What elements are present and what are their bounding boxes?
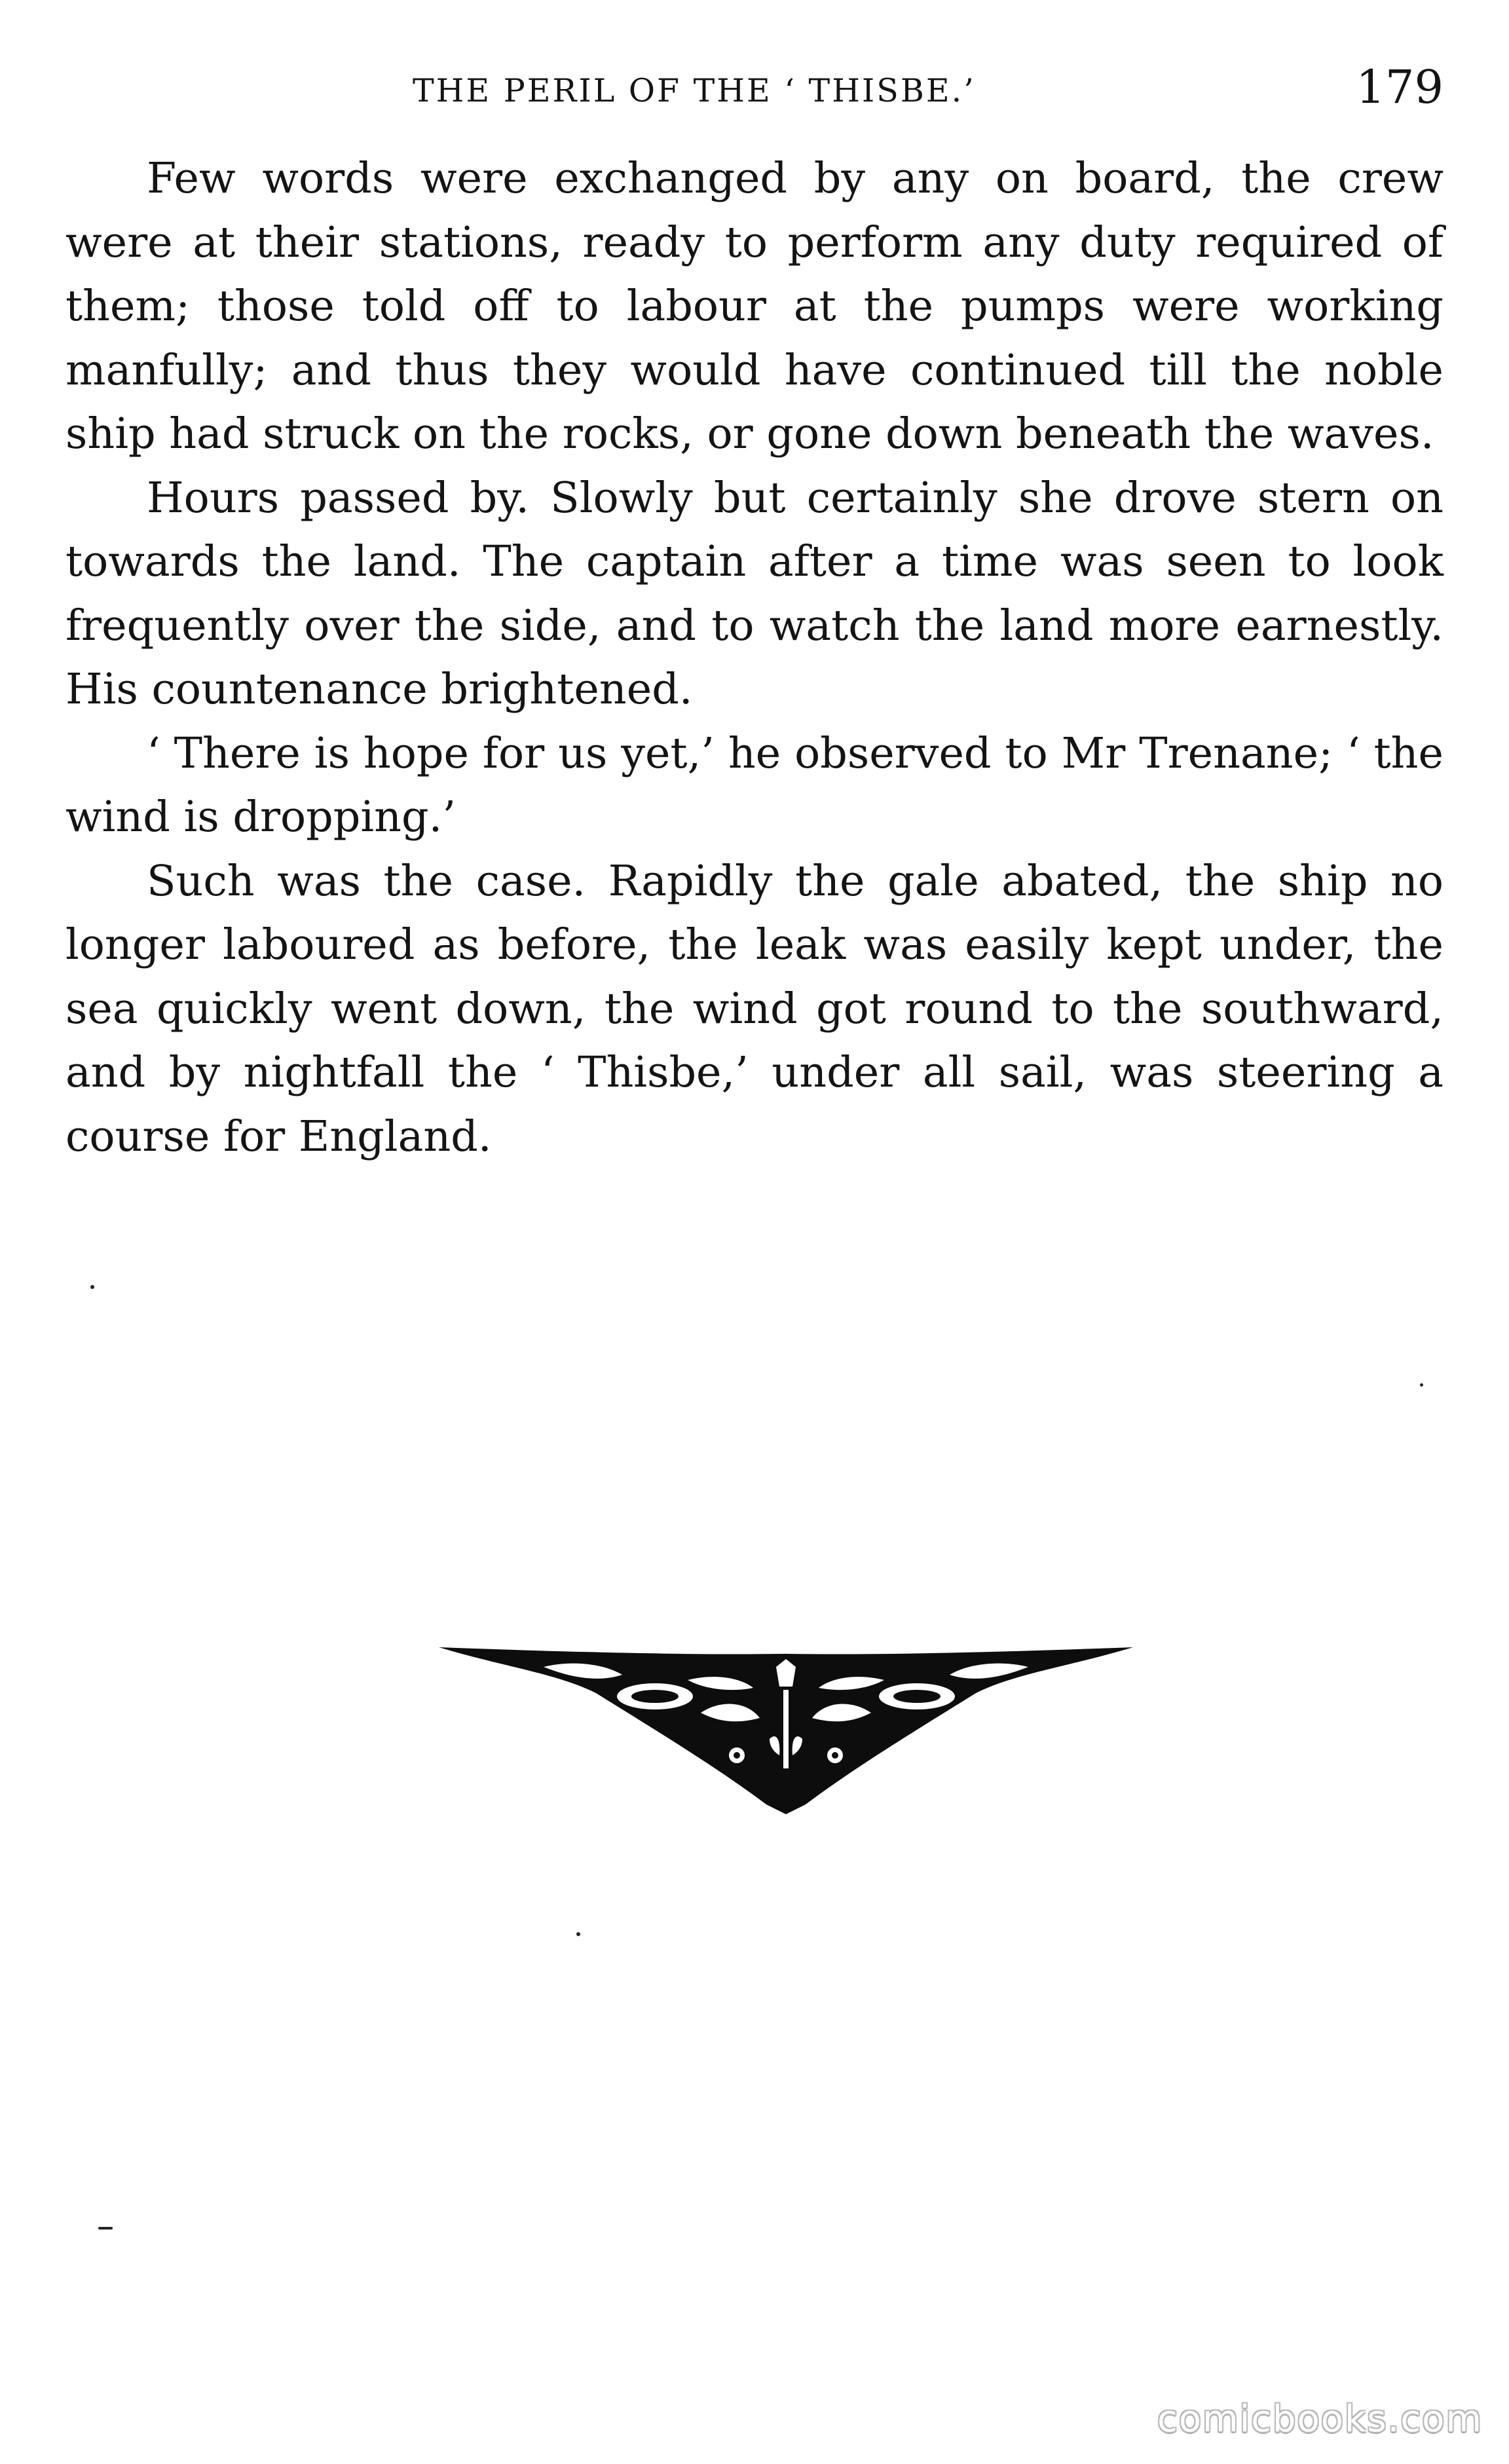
body-text bbox=[65, 147, 1444, 1168]
paragraph-2: Hours passed by. Slowly but certainly she drove stern on towards the land. The captain after a time was seen to look frequently over the side, and to watch the land more earnestly. His countenance brightened. bbox=[65, 473, 1444, 714]
paper-speck bbox=[576, 1932, 580, 1936]
paper-speck bbox=[98, 2227, 113, 2230]
paragraph-4: Such was the case. Rapidly the gale abated, the ship no longer laboured as before, the leak was easily kept under, the sea quickly went down, the wind got round to the southward, and by nightfall the ‘ Thisbe,’ under all sail, was steering a course for England. bbox=[65, 856, 1444, 1161]
paper-speck bbox=[1420, 1383, 1423, 1387]
paragraph-3: ‘ There is hope for us yet,’ he observed to Mr Trenane; ‘ the wind is dropping.’ bbox=[65, 728, 1444, 842]
paper-speck bbox=[90, 1285, 94, 1289]
watermark: comicbooks.com bbox=[1157, 2398, 1483, 2440]
paragraph-1: Few words were exchanged by any on board, the crew were at their stations, ready to perform any duty required of them; those told off to labour at the pumps were working manfully; and thus they would have continued till the noble ship had struck on the rocks, or gone down beneath the waves. bbox=[65, 154, 1444, 458]
running-head bbox=[65, 60, 1444, 119]
running-title: THE PERIL OF THE ‘ THISBE.’ bbox=[413, 72, 976, 109]
tailpiece-ornament-icon bbox=[439, 1641, 1133, 1814]
page-number: 179 bbox=[1356, 60, 1444, 114]
